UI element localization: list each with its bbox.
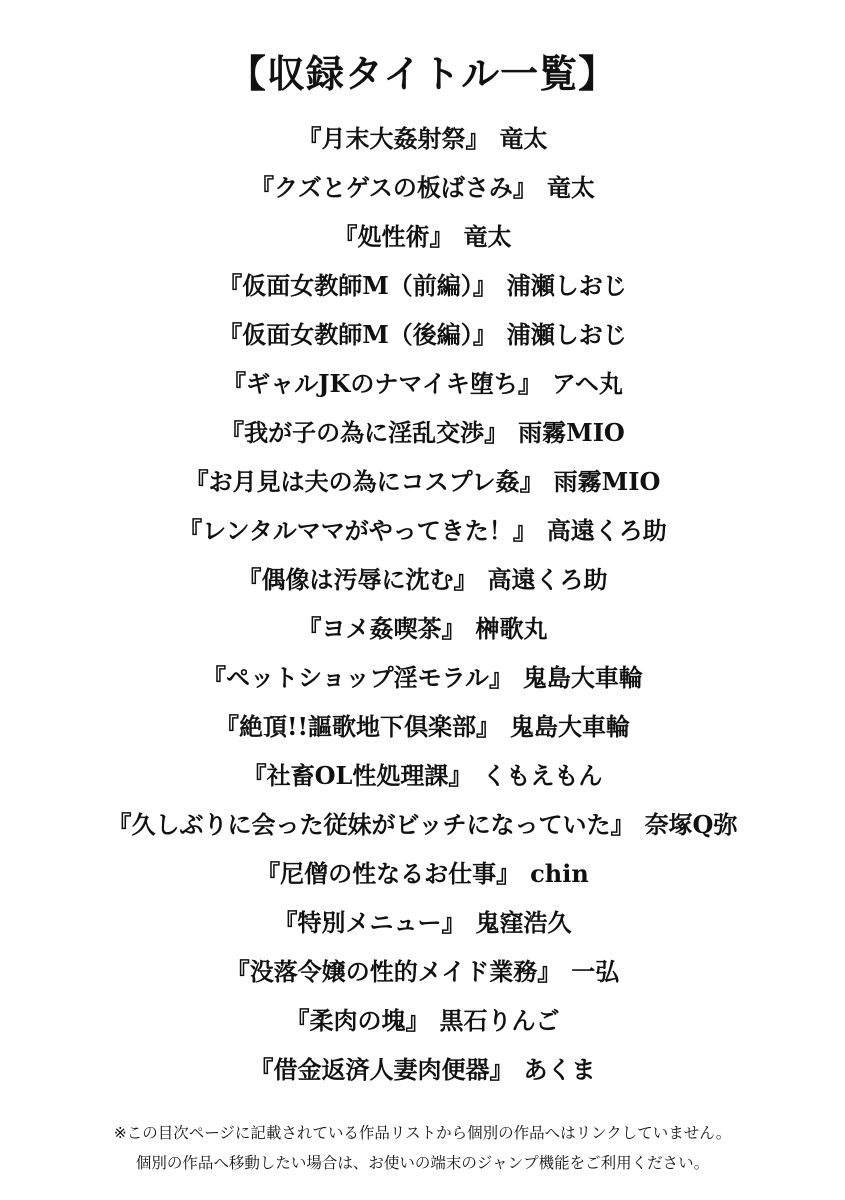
list-item [0, 457, 845, 506]
list-item [0, 947, 845, 996]
list-item [0, 163, 845, 212]
work-title: 『借金返済人妻肉便器』 [249, 1055, 514, 1084]
work-title: 『クズとゲスの板ばさみ』 [250, 173, 537, 202]
work-title: 『社畜OL性処理課』 [242, 761, 473, 790]
page-title: 【収録タイトル一覧】 [227, 51, 618, 96]
work-title: 『ペットショップ淫モラル』 [202, 663, 513, 692]
work-title: 『久しぶりに会った従妹がビッチになっていた』 [107, 810, 635, 839]
work-title: 『仮面女教師M（後編）』 [218, 320, 497, 349]
work-title: 『尼僧の性なるお仕事』 [256, 859, 521, 888]
work-author: 浦瀬しおじ [506, 320, 627, 349]
list-item [0, 702, 845, 751]
work-title: 『絶頂!!謳歌地下倶楽部』 [214, 712, 501, 741]
work-title: 『ヨメ姦喫茶』 [297, 614, 466, 643]
list-item [0, 555, 845, 604]
list-item [0, 506, 845, 555]
work-author: 鬼島大車輪 [510, 712, 631, 741]
work-author: 高遠くろ助 [546, 516, 667, 545]
list-item [0, 1045, 845, 1094]
work-author: あくま [523, 1055, 596, 1084]
work-title: 『特別メニュー』 [273, 908, 466, 937]
work-author: 浦瀬しおじ [506, 271, 627, 300]
list-item [0, 996, 845, 1045]
work-author: chin [530, 859, 589, 888]
work-author: アヘ丸 [551, 369, 623, 398]
work-title: 『仮面女教師M（前編）』 [218, 271, 497, 300]
work-author: 高遠くろ助 [487, 565, 608, 594]
work-author: 黒石りんご [439, 1006, 560, 1035]
list-item [0, 114, 845, 163]
work-title: 『処性術』 [333, 222, 454, 251]
list-item [0, 408, 845, 457]
work-author: 雨霧MIO [553, 467, 661, 496]
footnote [0, 1118, 845, 1178]
work-title: 『柔肉の塊』 [285, 1006, 430, 1035]
work-author: くもえもん [482, 761, 603, 790]
list-item [0, 898, 845, 947]
list-item [0, 212, 845, 261]
work-title: 『月末大姦射祭』 [297, 124, 490, 153]
list-item [0, 359, 845, 408]
work-author: 鬼島大車輪 [522, 663, 643, 692]
list-item [0, 751, 845, 800]
work-title: 『我が子の為に淫乱交渉』 [220, 418, 509, 447]
title-list [0, 114, 845, 1094]
work-title: 『偶像は汚辱に沈む』 [237, 565, 478, 594]
work-author: 竜太 [463, 222, 512, 251]
footnote-line-2: 個別の作品へ移動したい場合は、お使いの端末のジャンプ機能をご利用ください。 [135, 1154, 710, 1172]
work-author: 一弘 [571, 957, 620, 986]
list-item [0, 604, 845, 653]
list-item [0, 653, 845, 702]
work-title: 『お月見は夫の為にコスプレ姦』 [184, 467, 544, 496]
work-author: 奈塚Q弥 [644, 810, 738, 839]
list-item [0, 310, 845, 359]
list-item [0, 261, 845, 310]
list-item [0, 849, 845, 898]
work-author: 竜太 [499, 124, 548, 153]
work-author: 竜太 [546, 173, 595, 202]
work-title: 『没落令嬢の性的メイド業務』 [225, 957, 562, 986]
list-item [0, 800, 845, 849]
work-author: 雨霧MIO [518, 418, 625, 447]
work-title: 『ギャルJKのナマイキ堕ち』 [222, 369, 542, 398]
work-author: 榊歌丸 [475, 614, 548, 643]
work-author: 鬼窪浩久 [475, 908, 572, 937]
work-title: 『レンタルママがやってきた！』 [178, 516, 537, 545]
footnote-line-1: ※この目次ページに記載されている作品リストから個別の作品へはリンクしていません。 [113, 1124, 732, 1142]
